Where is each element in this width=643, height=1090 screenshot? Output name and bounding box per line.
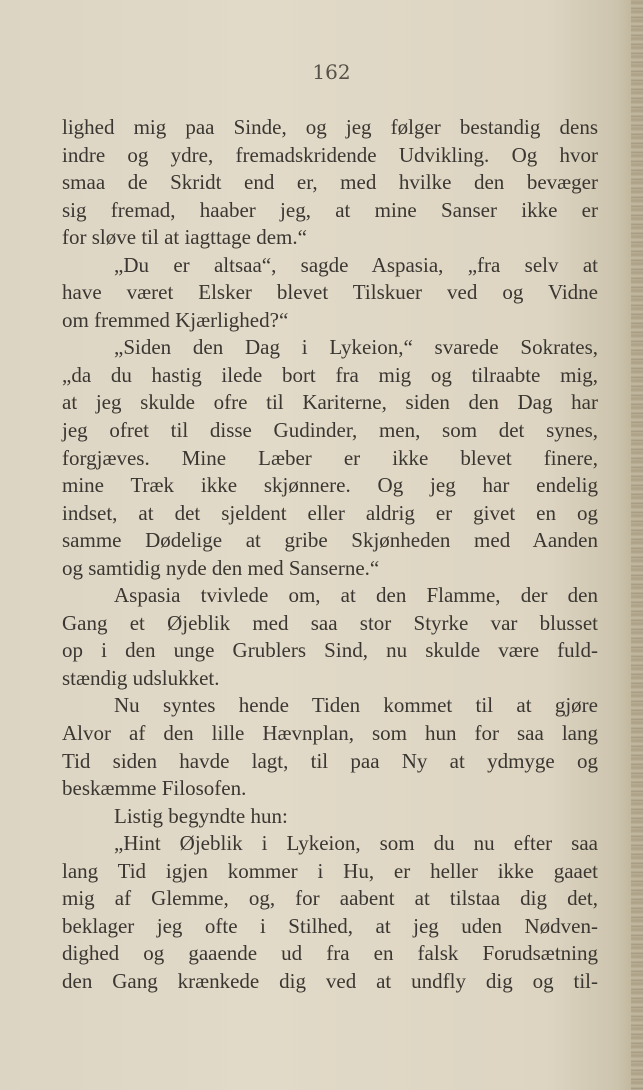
text-line: Nu syntes hende Tiden kommet til at gjøre bbox=[114, 693, 598, 718]
text-line: Alvor af den lille Hævnplan, som hun for saa lang bbox=[62, 721, 598, 746]
text-line: Tid siden havde lagt, til paa Ny at ydmyge og bbox=[62, 748, 598, 773]
body-text bbox=[62, 114, 598, 996]
text-line: mig af Glemme, og, for aabent at tilstaa dig det, bbox=[62, 886, 598, 911]
text-line: indre og ydre, fremadskridende Udvikling. Og hvor bbox=[62, 142, 598, 167]
text-line: indset, at det sjeldent eller aldrig er givet en og bbox=[62, 500, 598, 525]
text-line: Aspasia tvivlede om, at den Flamme, der den bbox=[114, 583, 598, 608]
text-line: for sløve til at iagttage dem.“ bbox=[62, 225, 307, 250]
text-line: „Hint Øjeblik i Lykeion, som du nu efter saa bbox=[114, 831, 598, 856]
text-line: og samtidig nyde den med Sanserne.“ bbox=[62, 555, 380, 580]
text-line: stændig udslukket. bbox=[62, 665, 220, 690]
text-line: „Du er altsaa“, sagde Aspasia, „fra selv at bbox=[114, 252, 598, 277]
text-line: beskæmme Filosofen. bbox=[62, 776, 247, 801]
text-line: dighed og gaaende ud fra en falsk Forudsætning bbox=[62, 941, 598, 966]
text-line: lang Tid igjen kommer i Hu, er heller ikke gaaet bbox=[62, 858, 598, 883]
text-line: smaa de Skridt end er, med hvilke den bevæger bbox=[62, 170, 598, 195]
text-line: at jeg skulde ofre til Kariterne, siden den Dag har bbox=[62, 390, 598, 415]
text-line: jeg ofret til disse Gudinder, men, som det synes, bbox=[62, 418, 598, 443]
page-edge-decoration bbox=[631, 0, 643, 1090]
text-line: beklager jeg ofte i Stilhed, at jeg uden Nødven- bbox=[62, 913, 598, 938]
text-line: „da du hastig ilede bort fra mig og tilraabte mig, bbox=[62, 362, 598, 387]
text-line: sig fremad, haaber jeg, at mine Sanser ikke er bbox=[62, 197, 598, 222]
text-line: den Gang krænkede dig ved at undfly dig og til- bbox=[62, 968, 598, 993]
text-line: lighed mig paa Sinde, og jeg følger bestandig dens bbox=[62, 115, 598, 139]
text-line: op i den unge Grublers Sind, nu skulde være fuld- bbox=[62, 638, 598, 663]
text-line: Gang et Øjeblik med saa stor Styrke var blusset bbox=[62, 610, 598, 635]
text-line: Listig begyndte hun: bbox=[114, 803, 288, 828]
text-line: have været Elsker blevet Tilskuer ved og Vidne bbox=[62, 280, 598, 305]
text-line: forgjæves. Mine Læber er ikke blevet finere, bbox=[62, 445, 598, 470]
text-line: „Siden den Dag i Lykeion,“ svarede Sokrates, bbox=[114, 335, 598, 360]
text-line: om fremmed Kjærlighed?“ bbox=[62, 307, 289, 332]
text-line: samme Dødelige at gribe Skjønheden med Aanden bbox=[62, 528, 598, 553]
page-number: 162 bbox=[312, 60, 351, 84]
text-line: mine Træk ikke skjønnere. Og jeg har endelig bbox=[62, 473, 598, 498]
